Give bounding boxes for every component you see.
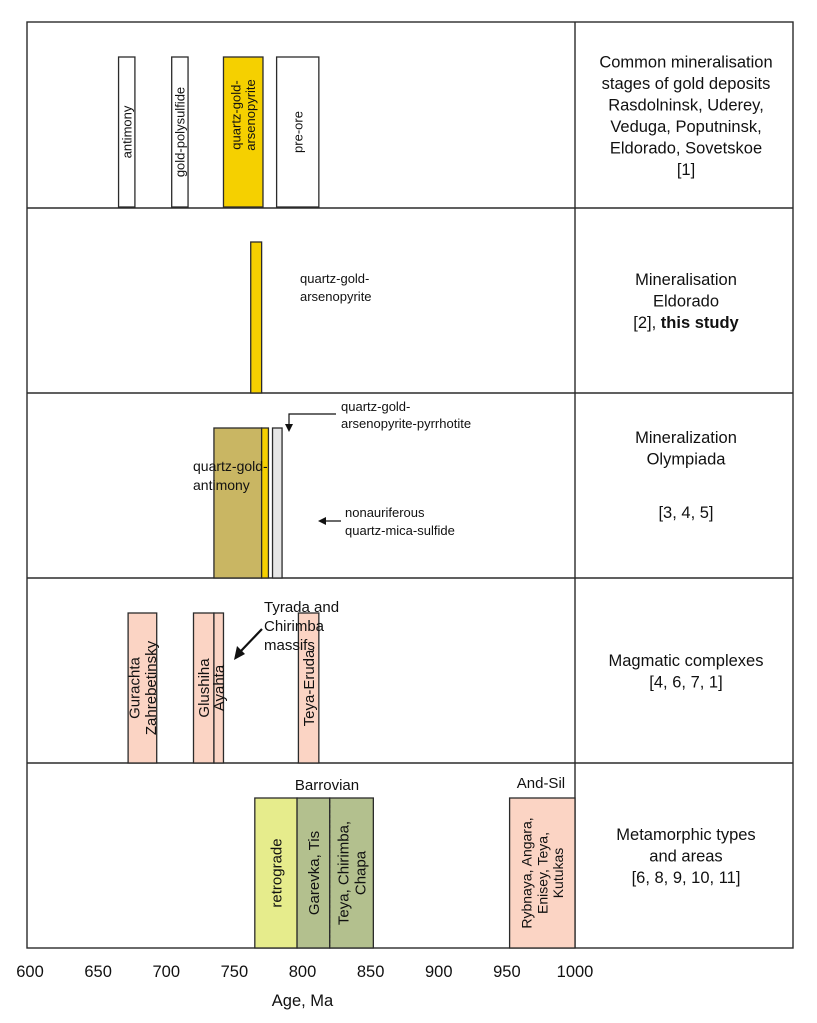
nonauriferous-label-line: nonauriferous [345,505,425,520]
bar-label-line: arsenopyrite [243,79,259,151]
side-label-line: Eldorado, Sovetskoe [609,139,763,158]
and-sil-label: And-Sil [516,775,566,792]
side-labels-layer [599,53,772,887]
x-tick-label: 900 [424,963,453,981]
side-label-reference [633,314,739,332]
side-label-line: Rasdolninsk, Uderey, [608,96,764,115]
pyrrhotite-stage-label-line: arsenopyrite-pyrrhotite [341,416,472,431]
bar-label-line: quartz-gold- [228,80,244,150]
side-label-line: Olympiada [646,450,726,469]
bar-qgap [262,428,269,578]
bar-label-line: pre-ore [290,111,306,153]
x-tick-label: 800 [288,963,317,981]
x-tick-label: 750 [220,963,249,981]
x-tick-label: 700 [152,963,181,981]
bar-label-line: gold-polysulfide [172,86,188,178]
pyrrhotite-callout-arrowhead [285,424,293,432]
x-tick-label: 1000 [556,963,594,981]
side-label-line: [1] [676,160,696,179]
side-label-line: Eldorado [652,292,720,311]
side-ref-text: [2], [633,314,661,332]
side-label-line: Common mineralisation [599,53,773,72]
side-label-line: and areas [649,847,723,866]
bar-label-line: antimony [119,105,135,159]
side-label-line: Metamorphic types [616,826,756,844]
bar-label-line: Kutukas [550,847,567,899]
bar-label-line: Glushiha [196,658,214,718]
bar-label [229,79,259,151]
massifs-arrow-line [240,629,262,652]
side-ref-bold: this study [660,314,739,332]
bar-label-line: retrograde [268,838,286,908]
side-label-line: stages of gold deposits [601,74,771,93]
x-tick-label: 950 [493,963,521,981]
eldorado-label-line: quartz-gold- [300,271,370,286]
bar-label [211,664,228,711]
x-tick-label: 600 [16,963,44,981]
x-tick-label: 850 [356,963,385,981]
bar-label-line: Gurachta [126,657,144,719]
bar-label-line: Teya, Chirimba, [335,820,353,926]
bar-qga-eldorado [251,242,262,393]
bar-label [173,87,188,177]
x-axis [16,963,593,1010]
bar-nonauriferous [273,428,283,578]
antimony-stage-label-line: quartz-gold- [193,458,268,474]
bar-label-line: Ayahta [211,664,229,712]
massifs-annotation-line: Tyrada and [264,599,340,616]
side-label-line: Magmatic complexes [608,651,764,670]
side-label-line: [4, 6, 7, 1] [649,673,723,692]
bar-label-line: Teya-Eruda [301,649,319,727]
bars-layer [119,57,575,948]
bar-label [301,649,318,726]
massifs-annotation-line: Chirimba [264,618,325,635]
pyrrhotite-callout-line [289,414,336,428]
bar-quartz-gold-antimony [214,428,262,578]
nonauriferous-label-line: quartz-mica-sulfide [345,523,455,538]
bar-label [306,831,323,915]
nonauriferous-callout-arrowhead [318,517,326,525]
bar-label-line: Enisey, Teya, [534,832,551,914]
bar-label [268,838,285,907]
x-axis-label: Age, Ma [271,992,334,1010]
x-tick-label: 650 [84,963,112,981]
side-label-line: [6, 8, 9, 10, 11] [631,869,741,887]
bar-label-line: Chapa [352,850,370,896]
pyrrhotite-stage-label-line: quartz-gold- [341,399,411,414]
side-label-line: [3, 4, 5] [658,504,714,522]
side-label-line: Mineralization [635,429,737,447]
bar-label-line: Rybnaya, Angara, [518,817,535,929]
bar-label [290,111,305,153]
eldorado-label-line: arsenopyrite [300,289,372,304]
side-label-line: Veduga, Poputninsk, [610,117,762,136]
bar-label [119,105,134,158]
side-label-line: Mineralisation [635,271,737,289]
barrovian-label: Barrovian [294,777,360,794]
massifs-annotation-line: massifs [264,637,315,654]
bar-label-line: Zahrebetinsky [143,640,161,736]
antimony-stage-label-line: antimony [193,477,250,493]
bar-label-line: Garevka, Tis [305,830,323,916]
